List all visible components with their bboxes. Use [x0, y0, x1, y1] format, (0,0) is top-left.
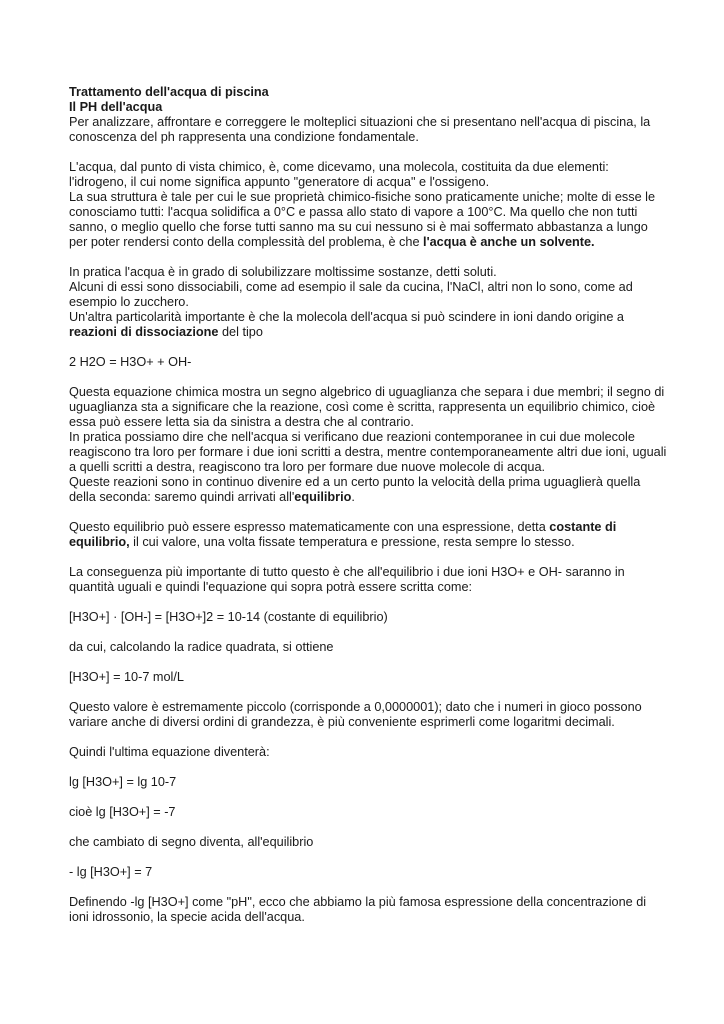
equation-log: lg [H3O+] = lg 10-7	[69, 775, 177, 789]
paragraph-constant-text: Questo equilibrio può essere espresso matematicamente con una espressione, detta	[69, 520, 550, 534]
paragraph-intro: Per analizzare, affrontare e correggere le molteplici situazioni che si presentano nell'acqua di piscina, la conoscenza del ph rappresenta una condizione fondamentale.	[69, 115, 651, 144]
solvent-emphasis: l'acqua è anche un solvente.	[423, 235, 595, 249]
paragraph-water-1: L'acqua, dal punto di vista chimico, è, come dicevamo, una molecola, costituita da due elementi: l'idrogeno, il cui nome significa appunto "generatore di acqua" e l'ossigeno.	[69, 160, 609, 189]
paragraph-solutes-3	[69, 310, 669, 340]
paragraph-constant-tail: il cui valore, una volta fissate temperatura e pressione, resta sempre lo stesso.	[129, 535, 575, 549]
paragraph-water-2	[69, 190, 669, 250]
paragraph-equation-1: Questa equazione chimica mostra un segno algebrico di uguaglianza che separa i due membri; il segno di uguaglianza sta a significare che la reazione, così come è scritta, rappresenta un equilibrio chimico, cioè essa può essere letta sia da sinistra a destra che al contrario.	[69, 385, 665, 429]
paragraph-sign-change: che cambiato di segno diventa, all'equilibrio	[69, 835, 314, 849]
dissociation-emphasis: reazioni di dissociazione	[69, 325, 219, 339]
paragraph-solutes-1: In pratica l'acqua è in grado di solubilizzare moltissime sostanze, detti soluti.	[69, 265, 497, 279]
paragraph-equation-2: In pratica possiamo dire che nell'acqua si verificano due reazioni contemporanee in cui due molecole reagiscono tra loro per formare i due ioni scritti a destra, mentre contemporaneamente altri due ioni, uguali a quelli scritti a destra, reagiscono tra loro per formare due nuove molecole di acqua.	[69, 430, 667, 474]
paragraph-small-value: Questo valore è estremamente piccolo (corrisponde a 0,0000001); dato che i numeri in gioco possono variare anche di diversi ordini di grandezza, è più conveniente esprimerli come logaritmi decimali.	[69, 700, 642, 729]
equation-log-result: cioè lg [H3O+] = -7	[69, 805, 176, 819]
equilibrium-emphasis: equilibrio	[294, 490, 352, 504]
paragraph-solutes-3-text: Un'altra particolarità importante è che la molecola dell'acqua si può scindere in ioni dando origine a	[69, 310, 624, 324]
paragraph-last-equation: Quindi l'ultima equazione diventerà:	[69, 745, 270, 759]
paragraph-square-root: da cui, calcolando la radice quadrata, si ottiene	[69, 640, 334, 654]
paragraph-equation-3-tail: .	[351, 490, 355, 504]
section-subtitle: Il PH dell'acqua	[69, 100, 163, 114]
paragraph-equation-3	[69, 475, 669, 505]
paragraph-constant	[69, 520, 669, 550]
equation-constant: [H3O+] · [OH-] = [H3O+]2 = 10-14 (costante di equilibrio)	[69, 610, 388, 624]
equation-neg-log: - lg [H3O+] = 7	[69, 865, 153, 879]
paragraph-ph-definition: Definendo -lg [H3O+] come "pH", ecco che abbiamo la più famosa espressione della concentrazione di ioni idrossonio, la specie acida dell'acqua.	[69, 895, 647, 924]
paragraph-solutes-3-tail: del tipo	[218, 325, 263, 339]
paragraph-equation-3-text: Queste reazioni sono in continuo divenire ed a un certo punto la velocità della prima uguaglierà quella della seconda: saremo quindi arrivati all'	[69, 475, 641, 504]
paragraph-solutes-2: Alcuni di essi sono dissociabili, come ad esempio il sale da cucina, l'NaCl, altri non lo sono, come ad esempio lo zucchero.	[69, 280, 633, 309]
paragraph-consequence: La conseguenza più importante di tutto questo è che all'equilibrio i due ioni H3O+ e OH- saranno in quantità uguali e quindi l'equazione qui sopra potrà essere scritta come:	[69, 565, 625, 594]
equation-dissociation: 2 H2O = H3O+ + OH-	[69, 355, 192, 369]
document-title: Trattamento dell'acqua di piscina	[69, 85, 269, 99]
document-page	[69, 85, 669, 925]
equation-concentration: [H3O+] = 10-7 mol/L	[69, 670, 184, 684]
paragraph-water-2-text: La sua struttura è tale per cui le sue proprietà chimico-fisiche sono praticamente uniche; molte di esse le conosciamo tutti: l'acqua solidifica a 0°C e passa allo stato di vapore a 100°C. Ma quello che non tutti sanno, o meglio quello che forse tutti sanno ma su cui nessuno si è mai soffermato abbastanza a lungo per poter rendersi conto della complessità del problema, è che	[69, 190, 656, 249]
constant-emphasis: costante di equilibrio,	[69, 520, 617, 549]
